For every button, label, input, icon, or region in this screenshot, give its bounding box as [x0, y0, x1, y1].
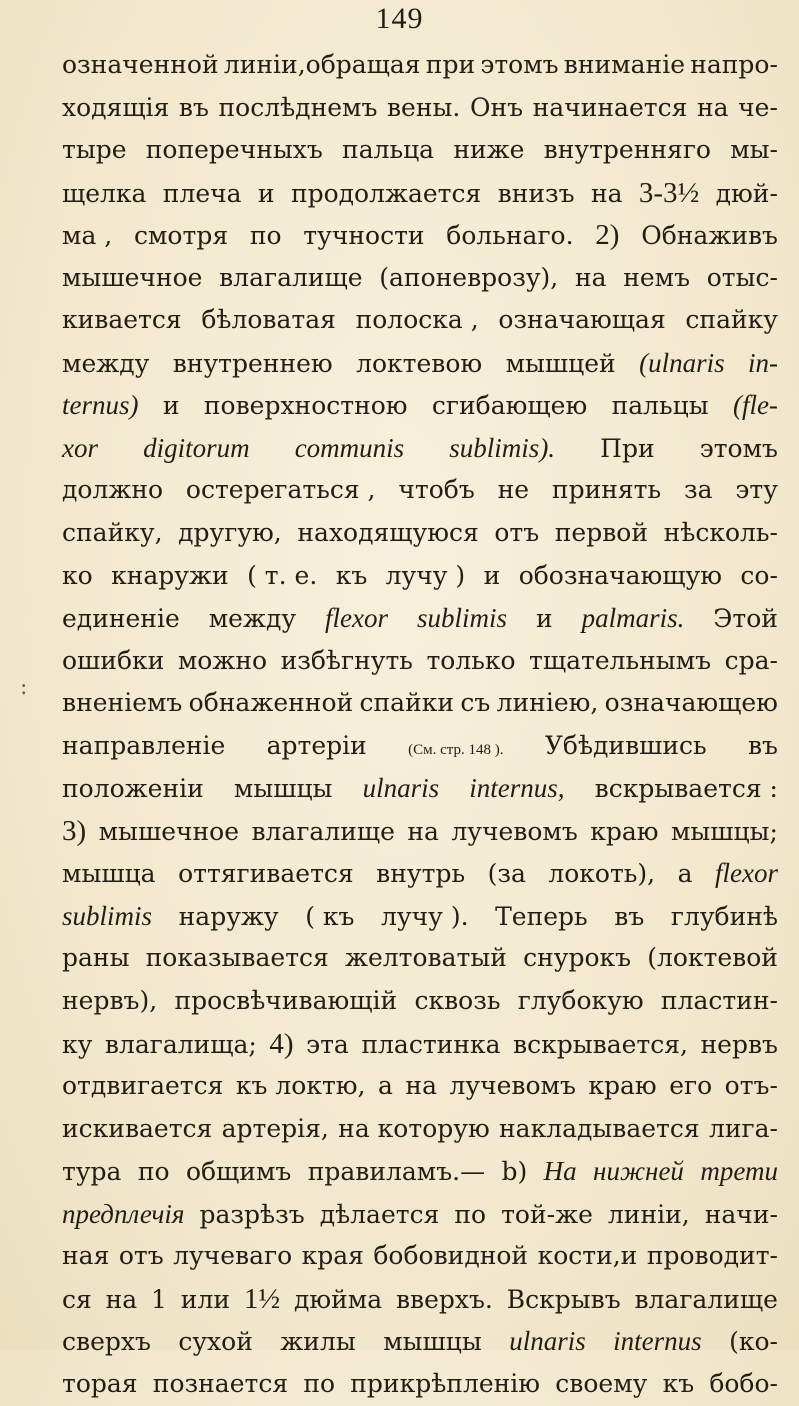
- word: накладывается: [499, 1113, 700, 1143]
- word: находящуюся: [297, 518, 479, 548]
- word: а: [378, 1071, 393, 1101]
- text-line: [62, 810, 778, 853]
- word: познается: [152, 1368, 289, 1398]
- word: съ: [460, 688, 491, 718]
- word: этомъ: [699, 433, 778, 463]
- text-line: [62, 384, 778, 427]
- word: xor: [62, 432, 98, 463]
- word: in-: [747, 347, 778, 378]
- word: ся: [62, 1284, 92, 1314]
- text-line: [62, 1363, 778, 1406]
- word: Вскрывъ: [506, 1284, 621, 1314]
- word: его: [669, 1071, 713, 1101]
- word: означающая: [498, 305, 666, 335]
- word: мышцы: [383, 1327, 482, 1357]
- word: вненіемъ: [62, 688, 183, 718]
- word: артеріи: [266, 730, 367, 760]
- word: отъ: [118, 1241, 164, 1271]
- word: къ: [662, 1368, 695, 1398]
- word: нервъ),: [62, 986, 158, 1016]
- word: по: [454, 1199, 487, 1229]
- word: (локтевой: [647, 943, 778, 973]
- word: сра-: [724, 645, 778, 675]
- word: мышцей: [505, 348, 616, 378]
- word: положеніи: [62, 774, 204, 804]
- text-line: [62, 469, 778, 512]
- word: sublimis: [416, 603, 507, 634]
- word: бобо-: [709, 1368, 778, 1398]
- word: кости,и: [537, 1241, 638, 1271]
- word: проводит-: [646, 1241, 778, 1271]
- word: на: [105, 1284, 138, 1314]
- word: общимъ: [185, 1157, 292, 1187]
- word: торая: [62, 1368, 138, 1398]
- word: кивается: [62, 305, 182, 335]
- word: за: [684, 475, 713, 505]
- word: поверхностною: [203, 391, 408, 421]
- word: послѣднемъ: [218, 92, 378, 122]
- word: смотря: [133, 221, 229, 251]
- word: влагалище: [219, 262, 363, 292]
- word: мышечное: [98, 816, 240, 846]
- word: по: [303, 1368, 336, 1398]
- word: спайку,: [62, 518, 163, 548]
- word: означенной: [62, 50, 219, 79]
- word: мышечное: [62, 262, 203, 292]
- word: 3-3½: [638, 176, 700, 209]
- word: влагалище: [634, 1284, 778, 1314]
- word: sublimis).: [449, 432, 556, 463]
- word: другую,: [178, 518, 282, 548]
- word: ная: [62, 1241, 110, 1271]
- word: Онъ: [469, 92, 524, 122]
- text-line: [62, 767, 778, 810]
- word: предплечія: [62, 1198, 185, 1229]
- word: края: [301, 1241, 364, 1271]
- word: между: [208, 604, 297, 634]
- text-line: [62, 1150, 778, 1193]
- word: palmaris.: [581, 603, 685, 634]
- text-line: [62, 1320, 778, 1363]
- word: communis: [294, 432, 405, 463]
- word: или: [180, 1284, 231, 1314]
- word: и: [483, 560, 501, 590]
- word: мы-: [730, 135, 778, 165]
- word: трети: [700, 1156, 778, 1187]
- word: лучу ).: [381, 901, 469, 931]
- word: мышцы;: [670, 816, 778, 846]
- word: больнаго.: [446, 221, 574, 251]
- word: (апоневрозу),: [379, 262, 559, 292]
- word: той-же: [501, 1199, 593, 1229]
- word: ку: [62, 1029, 93, 1059]
- text-line: [62, 1278, 778, 1321]
- word: вверхъ.: [395, 1284, 493, 1314]
- text-line: [62, 427, 778, 470]
- word: начинается: [532, 92, 688, 122]
- word: полоска ,: [355, 305, 479, 335]
- word: лига-: [708, 1113, 778, 1143]
- word: въ: [747, 730, 778, 760]
- word: sublimis: [62, 900, 153, 931]
- word: разрѣзъ: [199, 1199, 305, 1229]
- word: мышцы: [233, 774, 333, 804]
- word: въ: [614, 901, 645, 931]
- text-line: [62, 1235, 778, 1278]
- word: а: [677, 859, 693, 889]
- word: дюй-: [715, 178, 778, 208]
- text-line: [62, 937, 778, 980]
- word: обнаженной: [188, 688, 354, 718]
- word: остерегаться ,: [185, 475, 376, 505]
- page-number: 149: [375, 2, 424, 35]
- word: че-: [738, 92, 778, 122]
- word: отдвигается: [62, 1071, 224, 1101]
- word: (ко-: [729, 1327, 778, 1357]
- word: краю: [590, 816, 659, 846]
- word: нѣсколь-: [663, 518, 778, 548]
- text-line: [62, 342, 778, 385]
- word: своему: [555, 1368, 648, 1398]
- word: по: [137, 1157, 170, 1187]
- word: Теперь: [495, 901, 588, 931]
- text-line: [62, 214, 778, 257]
- word: Обнаживъ: [641, 221, 778, 251]
- word: можно: [177, 645, 268, 675]
- text-line: [62, 512, 778, 555]
- word: должно: [62, 475, 164, 505]
- word: нижней: [593, 1156, 684, 1187]
- word: на: [590, 178, 623, 208]
- word: раны: [62, 943, 130, 973]
- text-line: [62, 87, 778, 130]
- word: къ локтю,: [235, 1071, 366, 1101]
- word: кнаружи: [111, 560, 229, 590]
- word: первой: [554, 518, 649, 548]
- word: пальцы: [611, 391, 709, 421]
- word: щелка: [62, 178, 147, 208]
- word: тура: [62, 1157, 122, 1187]
- word: желтоватый: [344, 943, 507, 973]
- word: прикрѣпленію: [350, 1368, 541, 1398]
- word: на которую: [338, 1113, 490, 1143]
- body-text: [62, 44, 778, 1406]
- word: вены.: [386, 92, 461, 122]
- word: ulnaris: [509, 1326, 586, 1357]
- word: наружу: [178, 901, 279, 931]
- word: вскрывается :: [594, 774, 778, 804]
- word: на: [407, 816, 439, 846]
- word: internus,: [469, 773, 565, 804]
- word: вскрывается,: [513, 1029, 688, 1059]
- word: въ: [178, 92, 209, 122]
- word: сухой: [178, 1327, 253, 1357]
- word: локтевою: [356, 348, 483, 378]
- text-line: [62, 257, 778, 300]
- word: 4): [269, 1027, 294, 1060]
- word: внутреннею: [172, 348, 333, 378]
- word: тыре: [62, 135, 127, 165]
- word: на: [405, 1071, 437, 1101]
- word: отъ-: [724, 1071, 778, 1101]
- word: ошибки: [62, 645, 165, 675]
- word: (См. стр. 148 ).: [408, 741, 504, 758]
- word: при: [425, 50, 476, 79]
- word: только: [426, 645, 516, 675]
- word: internus: [613, 1326, 702, 1357]
- word: немъ: [623, 262, 691, 292]
- word: На: [543, 1156, 577, 1187]
- word: внутренняго: [543, 135, 711, 165]
- word: и: [257, 178, 275, 208]
- word: ко: [62, 560, 93, 590]
- text-line: [62, 852, 778, 895]
- word: и: [162, 391, 180, 421]
- word: ulnaris: [362, 773, 440, 804]
- word: сгибающею: [431, 391, 588, 421]
- word: дѣлается: [319, 1199, 440, 1229]
- word: на: [574, 262, 607, 292]
- word: обозначающую: [518, 560, 722, 590]
- word: оттягивается: [178, 859, 354, 889]
- word: 3): [62, 814, 87, 847]
- word: избѣгнуть: [280, 645, 413, 675]
- word: къ: [335, 560, 368, 590]
- word: локоть),: [548, 859, 656, 889]
- word: искивается: [62, 1113, 213, 1143]
- word: лучевомъ: [451, 816, 578, 846]
- word: влагалище: [251, 816, 395, 846]
- text-line: [62, 1065, 778, 1108]
- word: между: [62, 348, 150, 378]
- text-line: [62, 980, 778, 1023]
- word: вниманіе: [563, 50, 685, 79]
- word: отыс-: [706, 262, 778, 292]
- word: ( къ: [305, 901, 355, 931]
- word: пластинка: [361, 1029, 501, 1059]
- text-line: [62, 597, 778, 640]
- word: чтобъ: [398, 475, 475, 505]
- word: влагалища;: [104, 1029, 257, 1059]
- word: напро-: [690, 50, 778, 79]
- word: дюйма: [293, 1284, 383, 1314]
- word: лучевомъ: [449, 1071, 576, 1101]
- word: flexor: [325, 603, 388, 634]
- word: по: [249, 221, 282, 251]
- text-line: [62, 1023, 778, 1066]
- word: линіи,обращая: [223, 50, 421, 79]
- word: на: [696, 92, 729, 122]
- word: ( т. е.: [247, 560, 318, 590]
- word: Убѣдившись: [544, 730, 707, 760]
- text-line: [62, 129, 778, 172]
- word: Этой: [713, 604, 778, 634]
- word: лучеваго: [173, 1241, 293, 1271]
- word: 1: [151, 1284, 167, 1314]
- word: ма ,: [62, 221, 113, 251]
- word: начи-: [704, 1199, 778, 1229]
- word: b): [501, 1157, 528, 1187]
- word: тучности: [303, 221, 425, 251]
- text-line: [62, 44, 778, 87]
- word: нервъ: [700, 1029, 778, 1059]
- word: и: [535, 604, 553, 634]
- word: (за: [487, 859, 526, 889]
- word: артерія,: [221, 1113, 329, 1143]
- word: flexor: [714, 858, 778, 889]
- word: ходящія: [62, 92, 170, 122]
- text-line: [62, 299, 778, 342]
- word: не: [497, 475, 530, 505]
- word: принять: [551, 475, 662, 505]
- word: направленіе: [62, 730, 226, 760]
- word: глубинѣ: [670, 901, 778, 931]
- word: единеніе: [62, 604, 180, 634]
- word: При: [600, 433, 655, 463]
- word: внутрь: [376, 859, 466, 889]
- word: линіи,: [607, 1199, 690, 1229]
- word: эта: [306, 1029, 349, 1059]
- word: бобовидной: [373, 1241, 529, 1271]
- text-line: [62, 682, 778, 725]
- word: линіею,: [496, 688, 599, 718]
- word: спайку: [685, 305, 778, 335]
- word: 1½: [243, 1282, 281, 1315]
- word: со-: [740, 560, 778, 590]
- word: (ulnaris: [639, 347, 725, 378]
- text-line: [62, 1193, 778, 1236]
- word: показывается: [145, 943, 329, 973]
- word: эту: [735, 475, 778, 505]
- word: спайки: [359, 688, 455, 718]
- word: ниже: [453, 135, 525, 165]
- word: пластин-: [660, 986, 778, 1016]
- word: продолжается: [290, 178, 482, 208]
- word: 2): [595, 219, 620, 252]
- word: плеча: [162, 178, 242, 208]
- text-line: [62, 895, 778, 938]
- text-line: [62, 640, 778, 683]
- word: бѣловатая: [201, 305, 336, 335]
- word: ternus): [62, 390, 139, 421]
- word: отъ: [494, 518, 540, 548]
- text-line: [62, 1108, 778, 1151]
- word: снурокъ: [523, 943, 632, 973]
- word: сквозь: [414, 986, 501, 1016]
- word: мышца: [62, 859, 156, 889]
- word: глубокую: [517, 986, 644, 1016]
- word: жилы: [280, 1327, 356, 1357]
- word: просвѣчивающій: [174, 986, 398, 1016]
- text-line: [62, 555, 778, 598]
- word: тщательнымъ: [529, 645, 712, 675]
- word: внизъ: [497, 178, 575, 208]
- word: правиламъ.—: [307, 1157, 486, 1187]
- word: этомъ: [480, 50, 559, 79]
- word: сверхъ: [62, 1327, 151, 1357]
- word: (fle-: [732, 390, 778, 421]
- word: digitorum: [143, 432, 250, 463]
- word: лучу ): [385, 560, 466, 590]
- text-line: [62, 172, 778, 215]
- margin-mark: :: [20, 675, 28, 700]
- word: краю: [588, 1071, 657, 1101]
- word: пальца: [342, 135, 435, 165]
- word: поперечныхъ: [145, 135, 323, 165]
- word: означающею: [604, 688, 778, 718]
- text-line: [62, 725, 778, 768]
